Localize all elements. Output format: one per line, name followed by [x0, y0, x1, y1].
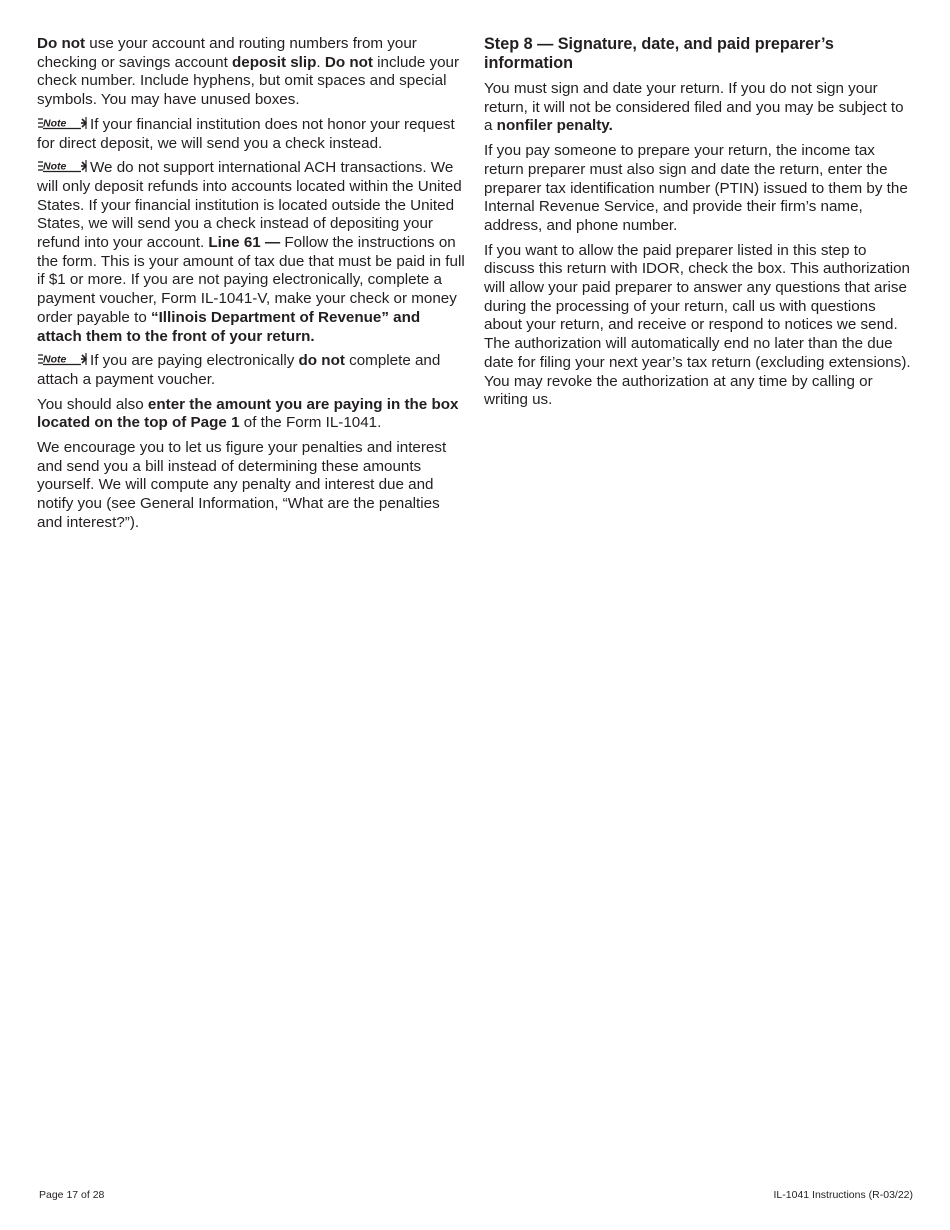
note-icon — [37, 352, 87, 366]
note-icon — [37, 116, 87, 130]
note-icon — [37, 159, 87, 173]
page-number: Page 17 of 28 — [39, 1189, 105, 1201]
note-direct-deposit: Note If your financial institution does not honor your request for direct deposit, we will send you a check instead. — [37, 115, 455, 152]
paragraph-paid-preparer: If you pay someone to prepare your return, the income tax return preparer must also sign and date the return, enter the preparer tax identification number (PTIN) issued to them by the Internal Revenue Service, and provide their firm’s name, address, and phone number. — [484, 142, 908, 234]
svg-text:Note: Note — [43, 353, 67, 366]
svg-text:Note: Note — [43, 117, 67, 130]
form-identifier: IL-1041 Instructions (R-03/22) — [773, 1189, 913, 1201]
paragraph-penalties-interest: We encourage you to let us figure your penalties and interest and send you a bill instead of determining these amounts yourself. We will compute any penalty and interest due and notify you (see General Information, “What are the penalties and interest?”). — [37, 439, 447, 531]
paragraph-deposit-slip: Do not use your account and routing numbers from your checking or savings account deposit slip. Do not include your check number. Include hyphens, but omit spaces and special symbols. You may have unused boxes. — [37, 35, 460, 109]
note-paying-electronically: Note If you are paying electronically do not complete and attach a payment voucher. — [37, 352, 441, 388]
note-international-ach: Note We do not support international ACH transactions. We will only deposit refunds into accounts located within the United States. If your financial institution is located outside the United States, we will send you a check instead of depositing your refund into your account. Line 61 — Follow the instructions on the form. This is your amount of tax due that must be paid in full if $1 or more. If you are not paying electronically, complete a payment voucher, Form IL-1041-V, make your check or money order payable to “Illinois Department of Revenue” and attach them to the front of your return. — [37, 159, 465, 345]
paragraph-sign-and-date: You must sign and date your return. If you do not sign your return, it will not be considered filed and you may be subject to a nonfiler penalty. — [484, 80, 904, 135]
right-column — [484, 35, 914, 416]
svg-text:Note: Note — [43, 160, 67, 173]
paragraph-enter-amount: You should also enter the amount you are paying in the box located on the top of Page 1 of the Form IL-1041. — [37, 395, 459, 432]
left-column — [37, 35, 467, 539]
section-heading-step-8: Step 8 — Signature, date, and paid preparer’s information — [484, 35, 834, 72]
paragraph-preparer-authorization: If you want to allow the paid preparer listed in this step to discuss this return with IDOR, check the box. This authorization will allow your paid preparer to answer any questions that arise during the processing of your return, call us with questions about your return, and receive or respond to notices we send. The authorization will automatically end no later than the due date for filing your next year’s tax return (excluding extensions). You may revoke the authorization at any time by calling or writing us. — [484, 241, 911, 409]
